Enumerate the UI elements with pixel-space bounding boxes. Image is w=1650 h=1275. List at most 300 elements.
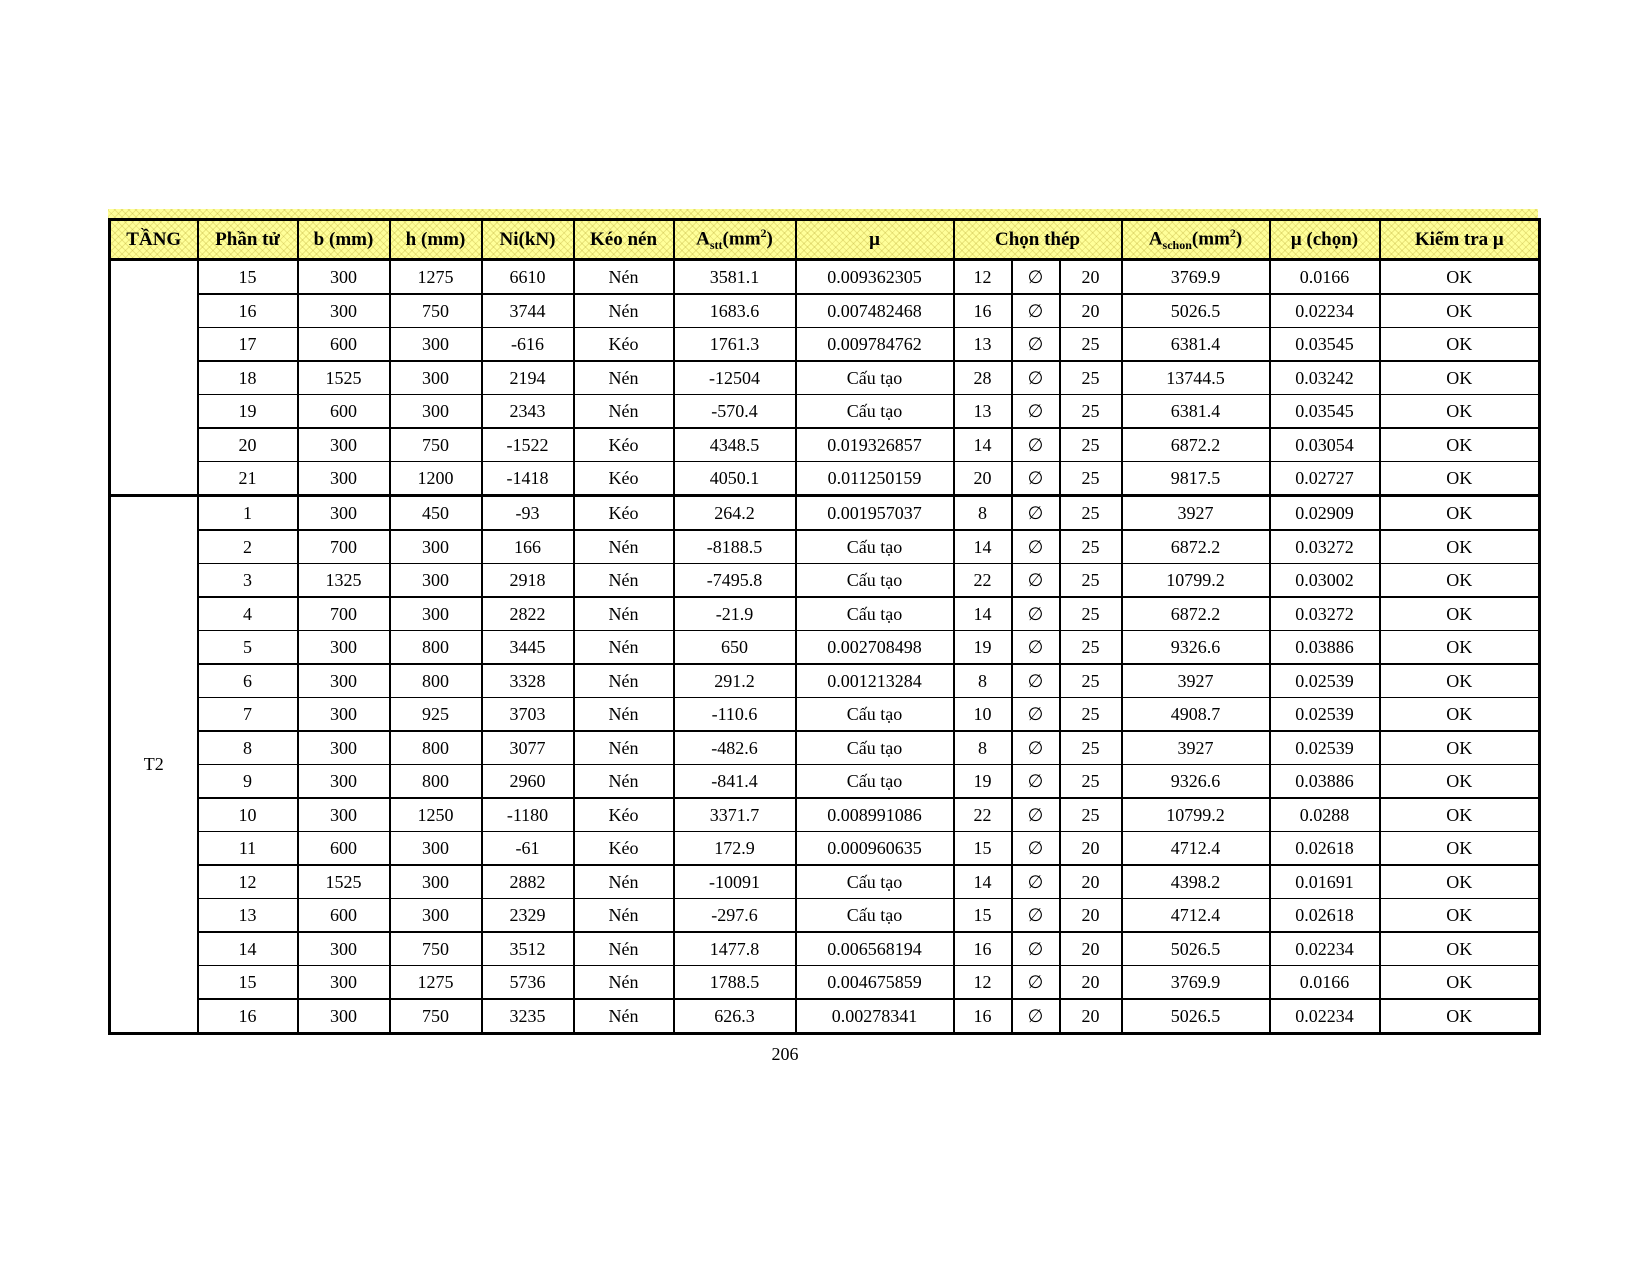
cell-keo-nen: Nén <box>574 631 674 665</box>
cell-astt: -21.9 <box>674 597 796 631</box>
col-header-mu: μ <box>796 220 954 260</box>
cell-phan-tu: 6 <box>198 664 298 698</box>
cell-keo-nen: Nén <box>574 899 674 933</box>
cell-kiem-tra: OK <box>1380 664 1540 698</box>
cell-keo-nen: Nén <box>574 999 674 1034</box>
cell-duong-kinh: 25 <box>1060 564 1122 598</box>
cell-keo-nen: Kéo <box>574 462 674 496</box>
cell-phan-tu: 3 <box>198 564 298 598</box>
cell-mu: Cấu tạo <box>796 765 954 799</box>
cell-kiem-tra: OK <box>1380 765 1540 799</box>
table-row <box>110 530 1540 564</box>
cell-h: 300 <box>390 328 482 362</box>
cell-mu-chon: 0.02909 <box>1270 496 1380 531</box>
cell-b: 300 <box>298 664 390 698</box>
cell-h: 925 <box>390 698 482 732</box>
cell-mu-chon: 0.03272 <box>1270 597 1380 631</box>
cell-b: 700 <box>298 597 390 631</box>
cell-mu: 0.009362305 <box>796 260 954 295</box>
cell-h: 1200 <box>390 462 482 496</box>
cell-keo-nen: Nén <box>574 530 674 564</box>
cell-b: 300 <box>298 966 390 1000</box>
cell-astt: 172.9 <box>674 832 796 866</box>
table-row <box>110 865 1540 899</box>
cell-ni: 166 <box>482 530 574 564</box>
table-row <box>110 260 1540 295</box>
cell-mu-chon: 0.02234 <box>1270 932 1380 966</box>
cell-so-thanh: 16 <box>954 932 1012 966</box>
cell-ni: 2343 <box>482 395 574 429</box>
diameter-symbol-icon: ∅ <box>1012 631 1060 665</box>
cell-phan-tu: 13 <box>198 899 298 933</box>
cell-kiem-tra: OK <box>1380 462 1540 496</box>
cell-aschon: 5026.5 <box>1122 999 1270 1034</box>
table-row <box>110 395 1540 429</box>
cell-aschon: 5026.5 <box>1122 294 1270 328</box>
col-header-b: b (mm) <box>298 220 390 260</box>
cell-so-thanh: 20 <box>954 462 1012 496</box>
cell-keo-nen: Kéo <box>574 428 674 462</box>
table-row <box>110 496 1540 531</box>
col-header-h: h (mm) <box>390 220 482 260</box>
cell-kiem-tra: OK <box>1380 731 1540 765</box>
cell-so-thanh: 13 <box>954 395 1012 429</box>
cell-duong-kinh: 25 <box>1060 698 1122 732</box>
cell-so-thanh: 16 <box>954 999 1012 1034</box>
table-row <box>110 328 1540 362</box>
cell-phan-tu: 15 <box>198 260 298 295</box>
cell-duong-kinh: 25 <box>1060 462 1122 496</box>
cell-mu-chon: 0.03886 <box>1270 765 1380 799</box>
cell-ni: 6610 <box>482 260 574 295</box>
cell-phan-tu: 1 <box>198 496 298 531</box>
cell-keo-nen: Nén <box>574 361 674 395</box>
reinforcement-table <box>108 218 1541 1035</box>
cell-mu: 0.000960635 <box>796 832 954 866</box>
diameter-symbol-icon: ∅ <box>1012 564 1060 598</box>
cell-so-thanh: 15 <box>954 899 1012 933</box>
diameter-symbol-icon: ∅ <box>1012 999 1060 1034</box>
cell-astt: 1683.6 <box>674 294 796 328</box>
cell-astt: 1477.8 <box>674 932 796 966</box>
cell-h: 800 <box>390 664 482 698</box>
cell-duong-kinh: 20 <box>1060 294 1122 328</box>
cell-h: 1275 <box>390 966 482 1000</box>
col-header-tang: TẦNG <box>110 220 198 260</box>
cell-astt: 264.2 <box>674 496 796 531</box>
cell-aschon: 13744.5 <box>1122 361 1270 395</box>
cell-h: 800 <box>390 731 482 765</box>
cell-keo-nen: Kéo <box>574 496 674 531</box>
cell-mu: 0.004675859 <box>796 966 954 1000</box>
diameter-symbol-icon: ∅ <box>1012 832 1060 866</box>
cell-b: 300 <box>298 932 390 966</box>
cell-keo-nen: Nén <box>574 765 674 799</box>
cell-h: 800 <box>390 765 482 799</box>
diameter-symbol-icon: ∅ <box>1012 798 1060 832</box>
cell-mu: 0.006568194 <box>796 932 954 966</box>
diameter-symbol-icon: ∅ <box>1012 731 1060 765</box>
cell-b: 300 <box>298 798 390 832</box>
diameter-symbol-icon: ∅ <box>1012 428 1060 462</box>
cell-aschon: 3769.9 <box>1122 966 1270 1000</box>
cell-b: 300 <box>298 260 390 295</box>
cell-duong-kinh: 25 <box>1060 664 1122 698</box>
cell-ni: -1522 <box>482 428 574 462</box>
cell-b: 300 <box>298 698 390 732</box>
cell-astt: 3581.1 <box>674 260 796 295</box>
diameter-symbol-icon: ∅ <box>1012 395 1060 429</box>
cell-mu: 0.011250159 <box>796 462 954 496</box>
cell-keo-nen: Nén <box>574 597 674 631</box>
cell-b: 300 <box>298 765 390 799</box>
cell-mu-chon: 0.0166 <box>1270 966 1380 1000</box>
cell-phan-tu: 12 <box>198 865 298 899</box>
diameter-symbol-icon: ∅ <box>1012 865 1060 899</box>
cell-phan-tu: 7 <box>198 698 298 732</box>
col-header-chon-thep: Chọn thép <box>954 220 1122 260</box>
cell-kiem-tra: OK <box>1380 798 1540 832</box>
diameter-symbol-icon: ∅ <box>1012 530 1060 564</box>
cell-ni: 3512 <box>482 932 574 966</box>
cell-astt: -8188.5 <box>674 530 796 564</box>
cell-so-thanh: 13 <box>954 328 1012 362</box>
cell-h: 300 <box>390 899 482 933</box>
cell-mu-chon: 0.03545 <box>1270 395 1380 429</box>
cell-astt: 650 <box>674 631 796 665</box>
cell-ni: -1180 <box>482 798 574 832</box>
cell-kiem-tra: OK <box>1380 966 1540 1000</box>
diameter-symbol-icon: ∅ <box>1012 664 1060 698</box>
cell-ni: -616 <box>482 328 574 362</box>
cell-phan-tu: 14 <box>198 932 298 966</box>
cell-b: 300 <box>298 428 390 462</box>
table-row <box>110 294 1540 328</box>
table-row <box>110 765 1540 799</box>
col-header-aschon: $A_{schon}(mm^2)$ <box>1122 220 1270 260</box>
cell-duong-kinh: 25 <box>1060 530 1122 564</box>
cell-h: 300 <box>390 832 482 866</box>
cell-aschon: 3927 <box>1122 664 1270 698</box>
cell-astt: 626.3 <box>674 999 796 1034</box>
cell-b: 1325 <box>298 564 390 598</box>
cell-mu-chon: 0.03545 <box>1270 328 1380 362</box>
cell-so-thanh: 19 <box>954 765 1012 799</box>
diameter-symbol-icon: ∅ <box>1012 698 1060 732</box>
cell-keo-nen: Nén <box>574 395 674 429</box>
cell-b: 300 <box>298 631 390 665</box>
cell-ni: 3703 <box>482 698 574 732</box>
cell-kiem-tra: OK <box>1380 631 1540 665</box>
cell-h: 300 <box>390 530 482 564</box>
cell-b: 600 <box>298 395 390 429</box>
cell-astt: 4050.1 <box>674 462 796 496</box>
table-row <box>110 999 1540 1034</box>
cell-h: 300 <box>390 361 482 395</box>
table-row <box>110 698 1540 732</box>
cell-so-thanh: 15 <box>954 832 1012 866</box>
cell-kiem-tra: OK <box>1380 260 1540 295</box>
cell-aschon: 3769.9 <box>1122 260 1270 295</box>
cell-phan-tu: 10 <box>198 798 298 832</box>
cell-aschon: 3927 <box>1122 731 1270 765</box>
col-header-kiem-tra: Kiểm tra μ <box>1380 220 1540 260</box>
cell-aschon: 4398.2 <box>1122 865 1270 899</box>
diameter-symbol-icon: ∅ <box>1012 899 1060 933</box>
cell-so-thanh: 12 <box>954 966 1012 1000</box>
cell-h: 300 <box>390 564 482 598</box>
cell-astt: 1761.3 <box>674 328 796 362</box>
table-row <box>110 731 1540 765</box>
cell-mu-chon: 0.02539 <box>1270 731 1380 765</box>
cell-duong-kinh: 20 <box>1060 932 1122 966</box>
cell-kiem-tra: OK <box>1380 361 1540 395</box>
cell-keo-nen: Kéo <box>574 798 674 832</box>
cell-ni: 2918 <box>482 564 574 598</box>
cell-keo-nen: Nén <box>574 260 674 295</box>
cell-duong-kinh: 25 <box>1060 597 1122 631</box>
cell-h: 300 <box>390 395 482 429</box>
cell-duong-kinh: 25 <box>1060 361 1122 395</box>
col-header-ni: Ni(kN) <box>482 220 574 260</box>
cell-kiem-tra: OK <box>1380 832 1540 866</box>
cell-kiem-tra: OK <box>1380 294 1540 328</box>
cell-kiem-tra: OK <box>1380 328 1540 362</box>
cell-h: 1250 <box>390 798 482 832</box>
cell-mu: 0.007482468 <box>796 294 954 328</box>
cell-duong-kinh: 25 <box>1060 631 1122 665</box>
cell-so-thanh: 10 <box>954 698 1012 732</box>
cell-mu: Cấu tạo <box>796 361 954 395</box>
cell-mu: Cấu tạo <box>796 597 954 631</box>
cell-kiem-tra: OK <box>1380 899 1540 933</box>
cell-h: 750 <box>390 294 482 328</box>
cell-aschon: 4712.4 <box>1122 832 1270 866</box>
cell-duong-kinh: 20 <box>1060 865 1122 899</box>
cell-kiem-tra: OK <box>1380 932 1540 966</box>
cell-mu: 0.019326857 <box>796 428 954 462</box>
cell-keo-nen: Kéo <box>574 328 674 362</box>
cell-astt: -10091 <box>674 865 796 899</box>
cell-h: 450 <box>390 496 482 531</box>
cell-so-thanh: 8 <box>954 664 1012 698</box>
cell-mu: Cấu tạo <box>796 698 954 732</box>
cell-ni: -93 <box>482 496 574 531</box>
cell-duong-kinh: 25 <box>1060 765 1122 799</box>
table-row <box>110 664 1540 698</box>
cell-so-thanh: 14 <box>954 530 1012 564</box>
cell-kiem-tra: OK <box>1380 530 1540 564</box>
table-row <box>110 597 1540 631</box>
cell-kiem-tra: OK <box>1380 999 1540 1034</box>
cell-ni: 5736 <box>482 966 574 1000</box>
table-row <box>110 832 1540 866</box>
table-row <box>110 932 1540 966</box>
cell-astt: 3371.7 <box>674 798 796 832</box>
cell-mu-chon: 0.02234 <box>1270 294 1380 328</box>
cell-astt: 1788.5 <box>674 966 796 1000</box>
cell-duong-kinh: 25 <box>1060 328 1122 362</box>
cell-b: 700 <box>298 530 390 564</box>
cell-so-thanh: 14 <box>954 428 1012 462</box>
cell-so-thanh: 14 <box>954 597 1012 631</box>
cell-phan-tu: 19 <box>198 395 298 429</box>
cell-duong-kinh: 20 <box>1060 832 1122 866</box>
cell-so-thanh: 16 <box>954 294 1012 328</box>
cell-mu-chon: 0.03886 <box>1270 631 1380 665</box>
cell-kiem-tra: OK <box>1380 865 1540 899</box>
cell-mu: Cấu tạo <box>796 865 954 899</box>
cell-keo-nen: Nén <box>574 664 674 698</box>
cell-mu-chon: 0.02234 <box>1270 999 1380 1034</box>
cell-mu: 0.001213284 <box>796 664 954 698</box>
cell-h: 750 <box>390 999 482 1034</box>
cell-ni: 2822 <box>482 597 574 631</box>
diameter-symbol-icon: ∅ <box>1012 462 1060 496</box>
table-row <box>110 966 1540 1000</box>
cell-duong-kinh: 25 <box>1060 731 1122 765</box>
cell-ni: 3744 <box>482 294 574 328</box>
cell-keo-nen: Nén <box>574 966 674 1000</box>
cell-phan-tu: 21 <box>198 462 298 496</box>
cell-duong-kinh: 25 <box>1060 798 1122 832</box>
cell-b: 300 <box>298 731 390 765</box>
cell-h: 800 <box>390 631 482 665</box>
cell-so-thanh: 8 <box>954 496 1012 531</box>
cell-mu: Cấu tạo <box>796 899 954 933</box>
cell-astt: 4348.5 <box>674 428 796 462</box>
tang-section-label: T2 <box>110 496 198 1034</box>
diameter-symbol-icon: ∅ <box>1012 765 1060 799</box>
cell-duong-kinh: 25 <box>1060 428 1122 462</box>
cell-aschon: 4908.7 <box>1122 698 1270 732</box>
diameter-symbol-icon: ∅ <box>1012 361 1060 395</box>
cell-mu: Cấu tạo <box>796 395 954 429</box>
cell-mu-chon: 0.02727 <box>1270 462 1380 496</box>
cell-mu-chon: 0.03242 <box>1270 361 1380 395</box>
diameter-symbol-icon: ∅ <box>1012 328 1060 362</box>
cell-phan-tu: 2 <box>198 530 298 564</box>
cell-keo-nen: Nén <box>574 564 674 598</box>
header-shading-strip <box>108 209 1538 218</box>
cell-mu-chon: 0.0166 <box>1270 260 1380 295</box>
cell-h: 300 <box>390 597 482 631</box>
cell-aschon: 5026.5 <box>1122 932 1270 966</box>
cell-duong-kinh: 20 <box>1060 966 1122 1000</box>
diameter-symbol-icon: ∅ <box>1012 294 1060 328</box>
cell-astt: -110.6 <box>674 698 796 732</box>
cell-phan-tu: 16 <box>198 294 298 328</box>
cell-phan-tu: 20 <box>198 428 298 462</box>
cell-so-thanh: 22 <box>954 564 1012 598</box>
cell-mu-chon: 0.0288 <box>1270 798 1380 832</box>
cell-aschon: 10799.2 <box>1122 564 1270 598</box>
diameter-symbol-icon: ∅ <box>1012 966 1060 1000</box>
cell-mu-chon: 0.03002 <box>1270 564 1380 598</box>
cell-keo-nen: Nén <box>574 932 674 966</box>
cell-b: 600 <box>298 899 390 933</box>
cell-mu-chon: 0.02618 <box>1270 899 1380 933</box>
cell-duong-kinh: 20 <box>1060 260 1122 295</box>
cell-mu: 0.002708498 <box>796 631 954 665</box>
cell-b: 300 <box>298 999 390 1034</box>
cell-aschon: 6872.2 <box>1122 428 1270 462</box>
cell-b: 600 <box>298 832 390 866</box>
cell-aschon: 3927 <box>1122 496 1270 531</box>
cell-phan-tu: 11 <box>198 832 298 866</box>
cell-ni: 3077 <box>482 731 574 765</box>
cell-kiem-tra: OK <box>1380 428 1540 462</box>
cell-mu: 0.008991086 <box>796 798 954 832</box>
page-number: 206 <box>771 1044 799 1064</box>
cell-ni: 3235 <box>482 999 574 1034</box>
cell-astt: -297.6 <box>674 899 796 933</box>
cell-ni: 2960 <box>482 765 574 799</box>
cell-kiem-tra: OK <box>1380 496 1540 531</box>
cell-astt: 291.2 <box>674 664 796 698</box>
cell-mu-chon: 0.03272 <box>1270 530 1380 564</box>
cell-mu: 0.001957037 <box>796 496 954 531</box>
col-header-keo-nen: Kéo nén <box>574 220 674 260</box>
cell-aschon: 6381.4 <box>1122 395 1270 429</box>
cell-mu-chon: 0.01691 <box>1270 865 1380 899</box>
cell-kiem-tra: OK <box>1380 395 1540 429</box>
cell-aschon: 9817.5 <box>1122 462 1270 496</box>
cell-mu-chon: 0.02539 <box>1270 698 1380 732</box>
cell-keo-nen: Kéo <box>574 832 674 866</box>
diameter-symbol-icon: ∅ <box>1012 496 1060 531</box>
cell-so-thanh: 12 <box>954 260 1012 295</box>
table-row <box>110 631 1540 665</box>
cell-kiem-tra: OK <box>1380 698 1540 732</box>
cell-so-thanh: 22 <box>954 798 1012 832</box>
cell-phan-tu: 16 <box>198 999 298 1034</box>
col-header-phan-tu: Phần tử <box>198 220 298 260</box>
cell-mu: Cấu tạo <box>796 731 954 765</box>
cell-ni: 2194 <box>482 361 574 395</box>
diameter-symbol-icon: ∅ <box>1012 932 1060 966</box>
cell-so-thanh: 14 <box>954 865 1012 899</box>
cell-aschon: 9326.6 <box>1122 631 1270 665</box>
tang-section-label <box>110 260 198 496</box>
cell-b: 300 <box>298 462 390 496</box>
cell-ni: 2329 <box>482 899 574 933</box>
table-row <box>110 798 1540 832</box>
cell-mu: 0.00278341 <box>796 999 954 1034</box>
cell-mu-chon: 0.02539 <box>1270 664 1380 698</box>
cell-mu-chon: 0.03054 <box>1270 428 1380 462</box>
cell-aschon: 4712.4 <box>1122 899 1270 933</box>
cell-mu: Cấu tạo <box>796 564 954 598</box>
table-row <box>110 462 1540 496</box>
cell-kiem-tra: OK <box>1380 564 1540 598</box>
cell-duong-kinh: 20 <box>1060 899 1122 933</box>
cell-keo-nen: Nén <box>574 294 674 328</box>
cell-phan-tu: 18 <box>198 361 298 395</box>
cell-so-thanh: 19 <box>954 631 1012 665</box>
cell-ni: 2882 <box>482 865 574 899</box>
cell-ni: 3328 <box>482 664 574 698</box>
cell-astt: -12504 <box>674 361 796 395</box>
cell-keo-nen: Nén <box>574 698 674 732</box>
cell-h: 750 <box>390 932 482 966</box>
table-row <box>110 428 1540 462</box>
cell-phan-tu: 5 <box>198 631 298 665</box>
cell-b: 1525 <box>298 865 390 899</box>
cell-h: 1275 <box>390 260 482 295</box>
cell-b: 300 <box>298 294 390 328</box>
cell-phan-tu: 17 <box>198 328 298 362</box>
